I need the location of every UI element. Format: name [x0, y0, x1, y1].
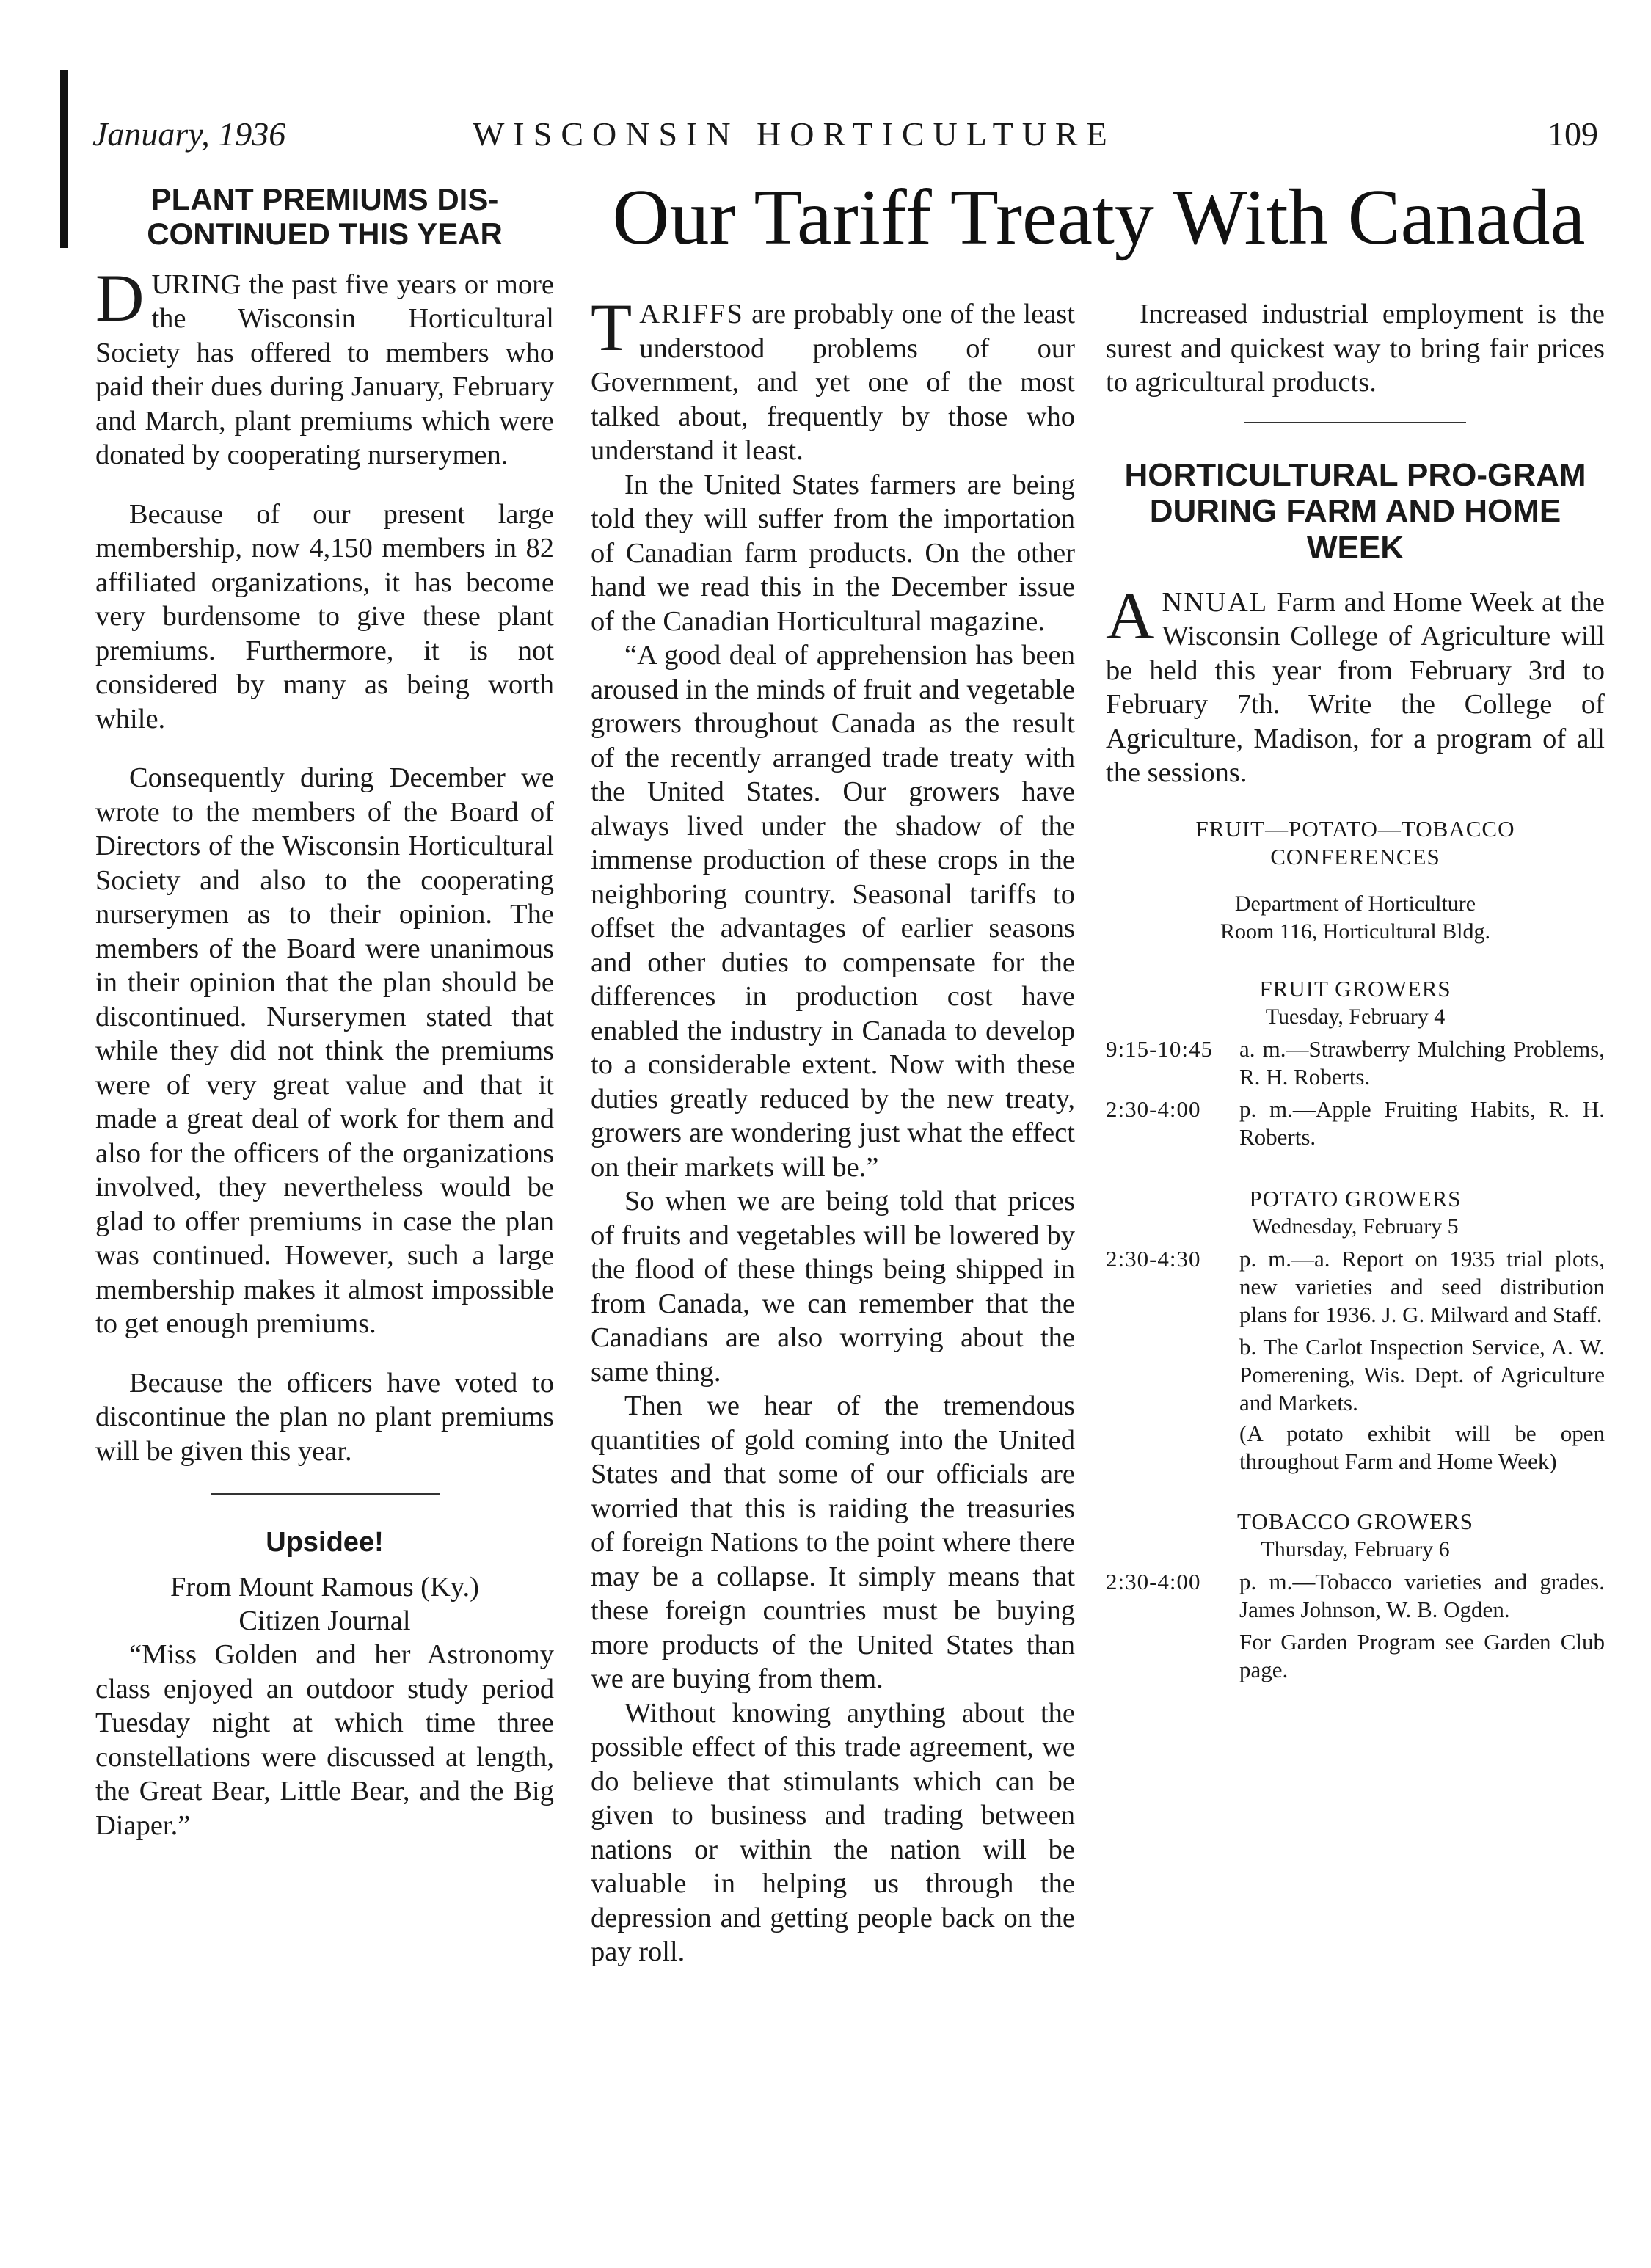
premiums-paragraph-2: Because of our present large membership, now 4,150 members in 82 affiliated organizations, it has become very burdensome to give these plant premiums. Furthermore, it is not considered by many as being worth while.: [95, 498, 554, 734]
tariff-paragraph-1-text: are probably one of the least understood problems of our Government, and yet one of the most talked about, frequently by those who understand it least.: [591, 299, 1075, 466]
tariff-paragraph-1: [591, 290, 1075, 468]
margin-rule: [60, 70, 68, 248]
tariff-paragraph-5: Then we hear of the tremendous quantities of gold coming into the United States and that some of our officials are worried that this is raiding the treasuries of foreign Nations to the point where there may be a collapse. It simply means that these foreign countries must be buying more products of the United States than we are buying from them.: [591, 1390, 1075, 1694]
upsidee-source-line-1: From Mount Ramous (Ky.): [170, 1572, 479, 1603]
tariff-paragraph-3: “A good deal of apprehension has been aroused in the minds of fruit and vegetable growers throughout Canada as the result of the recently arranged trade treaty with the United States. Our growers have always lived under the shadow of the immense production of these crops in the neighboring country. Seasonal tariffs to offset the advantages of earlier seasons and other duties to compensate for the differences in production cost have enabled the industry in Canada to develop to a considerable extent. Now with these duties greatly reduced by the new treaty, growers are wondering just what the effect on their markets will be.”: [591, 640, 1075, 1183]
conferences-heading-line-1: FRUIT—POTATO—TOBACCO: [1195, 815, 1515, 842]
potato-growers-date: Wednesday, February 5: [1252, 1214, 1459, 1239]
tobacco-growers-heading: TOBACCO GROWERS: [1237, 1508, 1473, 1534]
drop-cap: D: [95, 260, 145, 335]
upsidee-quote: “Miss Golden and her Astronomy class enjoyed an outdoor study period Tuesday night at which time three constellations were discussed at length, the Great Bear, Little Bear, and the Big Diaper.”: [95, 1639, 554, 1841]
entry-description: p. m.—a. Report on 1935 trial plots, new varieties and seed distribution plans for 1936. J. G. Milward and Staff.: [1239, 1245, 1605, 1327]
tariff-paragraph-7: Increased industrial employment is the surest and quickest way to bring fair prices to agricultural products.: [1106, 299, 1605, 398]
schedule-entry: [1106, 1245, 1605, 1329]
potato-growers-heading: POTATO GROWERS: [1249, 1185, 1462, 1211]
entry-description: p. m.—Apple Fruiting Habits, R. H. Roberts.: [1239, 1095, 1605, 1150]
schedule-entry: [1106, 1035, 1605, 1091]
column-middle: [591, 290, 1075, 1969]
conferences-heading-line-2: CONFERENCES: [1270, 843, 1440, 869]
page-number: 109: [1548, 115, 1598, 153]
room-line: Room 116, Horticultural Bldg.: [1220, 919, 1491, 944]
entry-time: 2:30-4:00: [1106, 1095, 1201, 1122]
publication-title: WISCONSIN HORTICULTURE: [473, 115, 1116, 153]
potato-exhibit-note: (A potato exhibit will be open throughout Farm and Home Week): [1239, 1420, 1605, 1474]
farm-week-lead-word: NNUAL: [1162, 586, 1269, 618]
drop-cap: T: [591, 290, 633, 365]
farm-week-paragraph: [1106, 577, 1605, 790]
spacer: [1106, 1478, 1605, 1508]
tariff-paragraph-6: Without knowing anything about the possible effect of this trade agreement, we do believe that stimulants which can be given to business and trading between nations or within the nation will be valuable in helping us through the depression and getting people back on the pay roll.: [591, 1697, 1075, 1967]
tariff-headline: Our Tariff Treaty With Canada: [612, 174, 1586, 261]
tariff-paragraph-2: In the United States farmers are being told they will suffer from the importation of Canadian farm products. On the other hand we read this in the December issue of the Canadian Horticultural magazine.: [591, 469, 1075, 637]
upsidee-source-line-2: Citizen Journal: [238, 1605, 411, 1637]
premiums-paragraph-3: Consequently during December we wrote to the members of the Board of Directors of the Wisconsin Horticultural Society and also to the cooperating nurserymen as to their opinion. The members of the Board were unanimous in their opinion that the plan should be discontinued. Nurserymen stated that while they did not think the premiums were of very great value and that it made a great deal of work for them and also for the officers of the organizations involved, they nevertheless would be glad to offer premiums in case the plan was continued. However, such a large membership makes it almost impossible to get enough premiums.: [95, 762, 554, 1340]
premiums-paragraph-4: Because the officers have voted to discontinue the plan no plant premiums will be given this year.: [95, 1367, 554, 1467]
schedule-entry: [1106, 1568, 1605, 1624]
farm-week-paragraph-text: Farm and Home Week at the Wisconsin College of Agriculture will be held this year from February 3rd to February 7th. Write the College of Agriculture, Madison, for a program of all the sessions.: [1106, 586, 1605, 789]
program-schedule: [1106, 815, 1605, 1684]
spacer: [1106, 1156, 1605, 1185]
running-head: [87, 110, 1598, 161]
section-divider: [1244, 422, 1466, 423]
entry-time: 9:15-10:45: [1106, 1035, 1214, 1062]
fruit-growers-date: Tuesday, February 4: [1265, 1004, 1446, 1029]
section-divider: [211, 1493, 440, 1495]
tariff-lead-word: ARIFFS: [639, 299, 744, 329]
entry-description: p. m.—Tobacco varieties and grades. James Johnson, W. B. Ogden.: [1239, 1568, 1605, 1622]
issue-date: January, 1936: [92, 115, 286, 153]
premiums-paragraph-1-text: URING the past five years or more the Wisconsin Horticultural Society has offered to members who paid their dues during January, February and March, plant premiums which were donated by cooperating nurserymen.: [95, 269, 554, 471]
premiums-headline: PLANT PREMIUMS DIS-CONTINUED THIS YEAR: [147, 182, 503, 252]
entry-description: a. m.—Strawberry Mulching Problems, R. H. Roberts.: [1239, 1035, 1605, 1090]
fruit-growers-heading: FRUIT GROWERS: [1259, 975, 1451, 1002]
column-left: [95, 182, 554, 1867]
tobacco-growers-date: Thursday, February 6: [1261, 1536, 1450, 1561]
farm-week-headline: HORTICULTURAL PRO-GRAM DURING FARM AND HOME WEEK: [1124, 456, 1586, 566]
schedule-entry-b: b. The Carlot Inspection Service, A. W. Pomerening, Wis. Dept. of Agriculture and Markets.: [1239, 1333, 1605, 1415]
tariff-paragraph-4: So when we are being told that prices of fruits and vegetables will be lowered by the flood of these things being shipped in from Canada, we can remember that the Canadians are also worrying about the same thing.: [591, 1186, 1075, 1388]
spacer: [1106, 871, 1605, 890]
drop-cap: A: [1106, 577, 1155, 653]
entry-time: 2:30-4:30: [1106, 1245, 1201, 1272]
schedule-entry: [1106, 1095, 1605, 1151]
premiums-paragraph-1: [95, 260, 554, 473]
upsidee-headline: Upsidee!: [266, 1527, 384, 1558]
entry-time: 2:30-4:00: [1106, 1568, 1201, 1594]
spacer: [1106, 946, 1605, 975]
garden-program-note: For Garden Program see Garden Club page.: [1239, 1628, 1605, 1682]
column-right: [1106, 297, 1605, 1687]
department-line: Department of Horticulture: [1234, 891, 1476, 916]
